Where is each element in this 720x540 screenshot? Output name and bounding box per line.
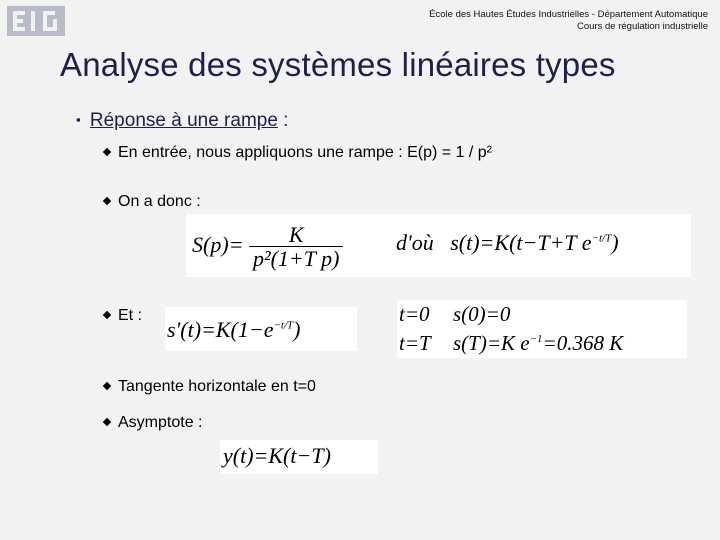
formula-asymptote: y(t)=K(t−T) [223, 443, 331, 468]
formula-s0: s(0)=0 [453, 302, 511, 326]
diamond-bullet-icon [103, 382, 111, 390]
value-t0 [399, 302, 430, 327]
formula-sT-rhs: =0.368 K [542, 331, 624, 355]
square-bullet-icon: ▪ [76, 112, 81, 127]
laplace-formula [192, 223, 343, 271]
list-item-et [104, 307, 142, 325]
page-title: Analyse des systèmes linéaires types [60, 46, 616, 83]
formula-dou: d'où [396, 230, 434, 255]
formula-asymptote-box [220, 440, 378, 474]
value-s0 [453, 302, 510, 327]
course-header [429, 9, 708, 33]
list-item-input [104, 144, 492, 162]
list-item-donc [104, 193, 201, 211]
section-heading [76, 110, 288, 132]
value-tT [399, 331, 431, 356]
diamond-bullet-icon [103, 148, 111, 156]
derivative-formula [167, 317, 300, 343]
section-label: Réponse à une rampe [89, 110, 278, 131]
formula-sprime-close: ) [293, 317, 301, 342]
formula-numerator: K [249, 223, 343, 247]
item-text: Tangente horizontale en t=0 [118, 378, 316, 395]
eig-logo [7, 6, 65, 36]
item-text: On a donc : [118, 193, 201, 210]
item-text: Et : [118, 307, 143, 324]
formula-values-box [397, 300, 687, 358]
formula-denominator: p²(1+T p) [253, 246, 340, 272]
course-line: Cours de régulation industrielle [577, 21, 708, 32]
asymptote-formula [223, 443, 331, 469]
item-text: Asymptote : [118, 414, 203, 431]
formula-s-t-exponent: −t/T [591, 232, 612, 245]
list-item-asymptote [104, 414, 202, 432]
formula-s-t-close: ) [611, 230, 619, 255]
section-suffix: : [277, 110, 289, 131]
formula-sprime: s'(t)=K(1−e [167, 317, 274, 342]
value-sT [453, 331, 623, 356]
institution-line: École des Hautes Études Industrielles - Département Automatique [429, 9, 708, 20]
formula-tT: t=T [399, 331, 431, 355]
formula-sT-exponent: −1 [529, 333, 543, 345]
formula-s-t: s(t)=K(t−T+T e [450, 230, 592, 255]
time-response-formula [396, 230, 619, 256]
formula-response-box [186, 214, 691, 277]
diamond-bullet-icon [103, 311, 111, 319]
formula-s-lhs: S(p)= [192, 232, 244, 258]
formula-t0: t=0 [399, 302, 430, 326]
formula-fraction [249, 223, 343, 271]
formula-sT: s(T)=K e [453, 331, 530, 355]
list-item-tangente [104, 378, 316, 396]
formula-derivative-box [165, 307, 357, 351]
formula-sprime-exponent: −t/T [273, 319, 294, 332]
diamond-bullet-icon [103, 418, 111, 426]
diamond-bullet-icon [103, 197, 111, 205]
item-text: En entrée, nous appliquons une rampe : E(p) = 1 / p² [118, 144, 493, 161]
